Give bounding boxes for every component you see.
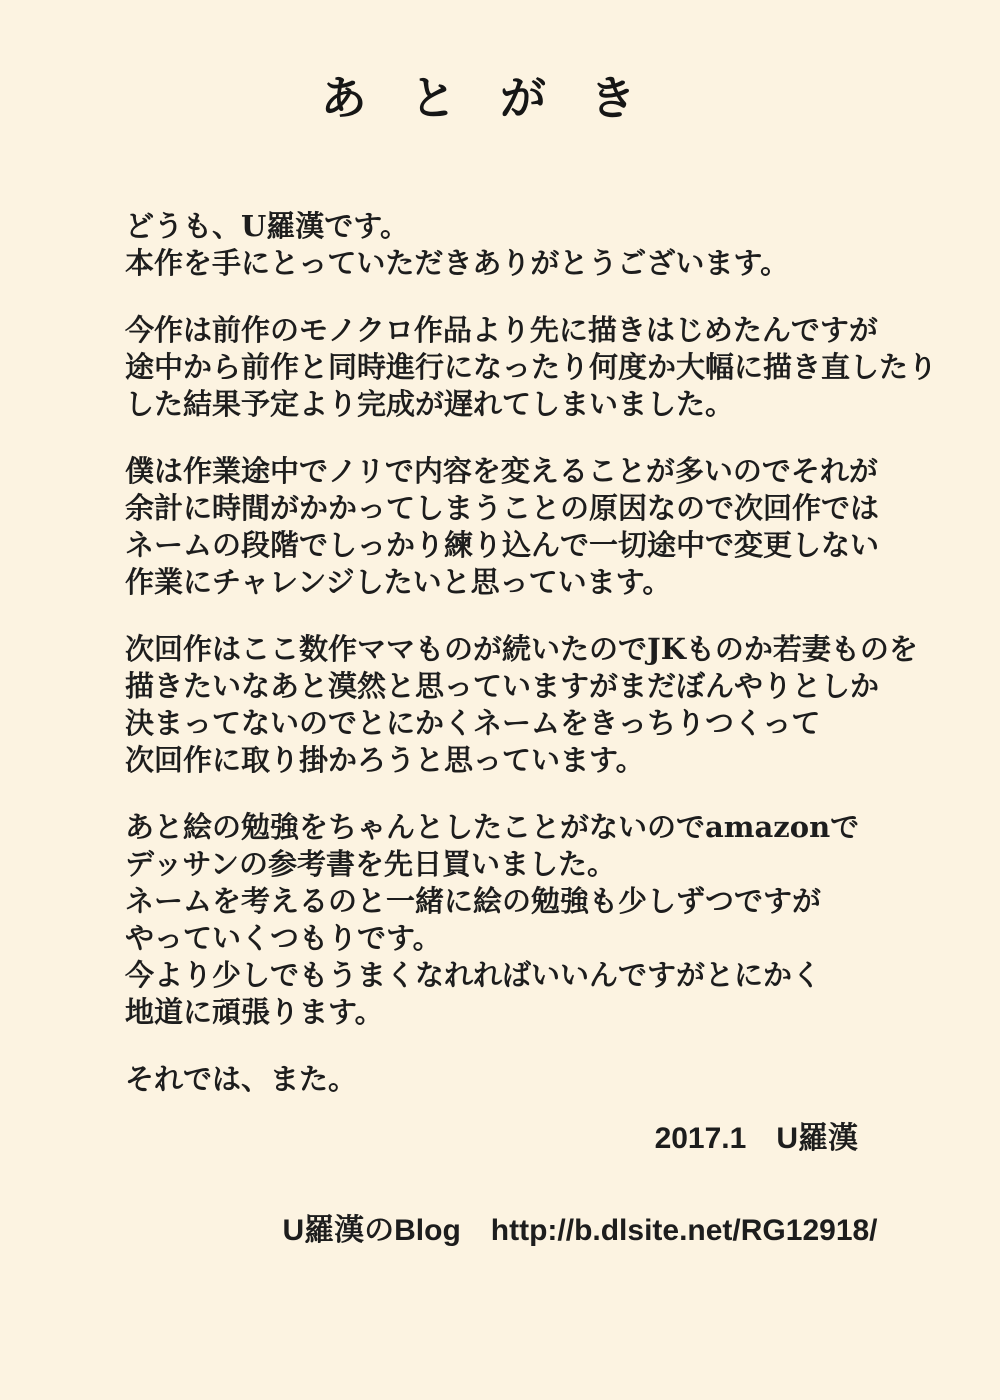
text-line: 僕は作業途中でノリで内容を変えることが多いのでそれが <box>125 454 878 488</box>
text-line: 決まってないのでとにかくネームをきっちりつくって <box>125 706 821 740</box>
text-line: 本作を手にとっていただきありがとうございます。 <box>125 246 790 280</box>
text-line: 次回作はここ数作ママものが続いたのでJKものか若妻ものを <box>125 632 918 666</box>
text-line: 作業にチャレンジしたいと思っています。 <box>125 565 672 599</box>
text-line: 地道に頑張ります。 <box>125 995 384 1029</box>
text-line: どうも、U羅漢です。 <box>125 209 409 243</box>
text-line: ネームの段階でしっかり練り込んで一切途中で変更しない <box>125 528 880 562</box>
paragraph-closing <box>125 1061 910 1098</box>
text-line: した結果予定より完成が遅れてしまいました。 <box>125 387 735 421</box>
paragraph-greeting <box>125 208 910 282</box>
text-line: 次回作に取り掛かろうと思っています。 <box>125 743 645 777</box>
paragraph-next-work <box>125 631 918 779</box>
text-line: 途中から前作と同時進行になったり何度か大幅に描き直したり <box>125 350 938 384</box>
text-line: ネームを考えるのと一緒に絵の勉強も少しずつですが <box>125 884 822 918</box>
text-line: それでは、また。 <box>125 1062 358 1096</box>
afterword-body <box>0 208 1000 1098</box>
text-line: 今より少しでもうまくなれればいいんですがとにかく <box>125 958 822 992</box>
text-line: 描きたいなあと漠然と思っていますがまだぼんやりとしか <box>125 669 880 703</box>
text-line: やっていくつもりです。 <box>125 921 442 955</box>
date-signature: 2017.1 U羅漢 <box>654 1122 858 1155</box>
paragraph-art-study <box>125 809 910 1031</box>
text-line: あと絵の勉強をちゃんとしたことがないのでamazonで <box>125 810 860 844</box>
text-line: デッサンの参考書を先日買いました。 <box>125 847 616 881</box>
blog-url-line: U羅漢のBlog http://b.dlsite.net/RG12918/ <box>282 1214 878 1247</box>
paragraph-workflow <box>125 453 910 601</box>
text-line: 余計に時間がかかってしまうことの原因なので次回作では <box>125 491 880 525</box>
text-line: 今作は前作のモノクロ作品より先に描きはじめたんですが <box>125 313 878 347</box>
page-title: あとがき <box>320 71 680 125</box>
paragraph-production-delay <box>125 312 938 423</box>
